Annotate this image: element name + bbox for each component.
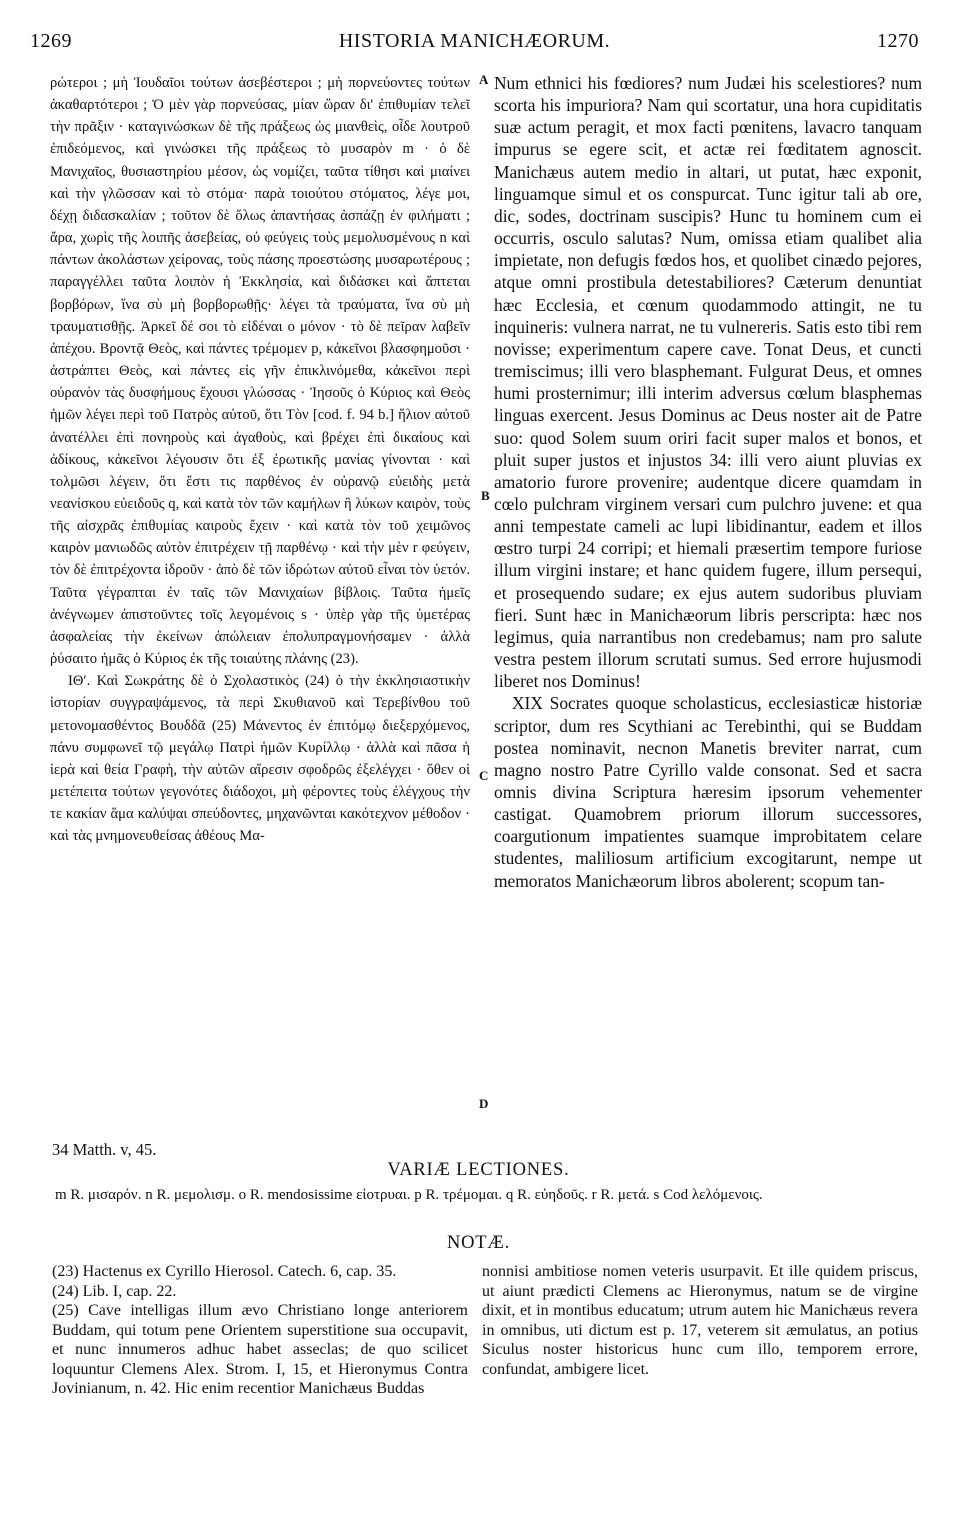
variae-lectiones-text: m R. μισαρόν. n R. μεμολισμ. o R. mendosissime εἰοτρυαι. p R. τρέμομαι. q R. εὐηδοῦς. r R. μετά. s Cod λελόμενοις. — [55, 1187, 763, 1203]
note-item: (25) Cave intelligas illum ævo Christiano longe anteriorem Buddam, qui totum pene Orientem superstitione sua occupavit, et nunc innumeros adhuc habet asseclas; de quo scilicet loquuntur Clemens Alex. Strom. I, 15, et Hieronymus Contra Jovinianum, n. 42. Hic enim recentior Manichæus Buddas — [52, 1302, 468, 1397]
latin-paragraph: Num ethnici his fœdiores? num Judæi his scelestiores? num scorta his impuriora? Nam qui scortatur, una hora cupiditatis suæ actum peragit, et mox facti pœnitens, lavacro tanquam impurus se egere scit, et actæ rei fœditatem agnoscit. Manichæus autem medio in altari, ut putat, hæc exponit, linguamque simul et os conspurcat. Tunc igitur tali ab ore, dic, sodes, doctrinam suscipis? Hunc tu hominem cum ei occurris, osculo salutas? Num, omissa etiam qualibet alia impietate, non defugis fœdos hos, et quolibet cinædo pejores, atque omni prostibula detestabiliores? Cæterum denuntiat hæc Ecclesia, et cœnum quodammodo attingit, ne tu inquineris: vulnera narrat, ne tu vulnereris. Satis esto tibi rem novisse; experimentum capere cave. Tonat Deus, et cuncti tremiscimus; illi vero blasphemant. Fulgurat Deus, et omnes humi prosternimur; illi interim adversus cœlum blasphemas linguas exercent. Jesus Dominus ac Deus noster ait de Patre suo: quod Solem suum oriri facit super malos et bonos, et pluit super justos et injustos 34: illi vero aiunt pluvias ex amatorio furore provenire; audentque dicere quamdam in cœlo pulchram virginem versari cum pulchro juvene: et qua anni tempestate cameli ac lupi libidinantur, eadem et illos œstro turpi 24 corripi; et hiemali præsertim tempore furiose illum virgini instare; et hanc quidem fugere, illum persequi, et prosequendo sudare; ex ejus autem sudoribus pluviam fieri. Sunt hæc in Manichæorum libris perscripta: hæc nos legimus, quia narrantibus non credebamus; nam pro salute vestra pestem illorum scrutati sumus. Sed errore hujusmodi liberet nos Dominus! — [494, 73, 922, 692]
margin-mark: D — [479, 1096, 489, 1111]
page-header — [30, 30, 919, 62]
notae-title: NOTÆ. — [446, 1233, 511, 1253]
greek-paragraph: ρώτεροι ; μὴ Ἰουδαῖοι τούτων ἀσεβέστεροι ; μὴ πορνεύοντες τούτων ἀκαθαρτότεροι ; Ὁ μὲν γὰρ πορνεύσας, μίαν ὥραν δι' ἐπιθυμίαν τελεῖ τὴν πρᾶξιν · καταγινώσκων δὲ τῆς πράξεως ὡς μιανθεὶς, οἶδε λουτροῦ ἐπιδεόμενος, καὶ γινώσκει τῆς πράξεως τὸ μυσαρὸν m · ὁ δὲ Μανιχαῖος, θυσιαστηρίου μέσον, ὡς νομίζει, ταῦτα τίθησι καὶ μιαίνει καὶ τὴν γλῶσσαν καὶ τὸ στόμα· παρὰ τοιούτου στόματος, λέγε μοι, δέχῃ διδασκαλίαν ; τοῦτον δὲ ὅλως ἀπαντήσας ἀσπάζῃ ἐν φιλήματι ; ἄρα, χωρὶς τῆς λοιπῆς ἀσεβείας, οὐ φεύγεις τοὺς μεμολυσμένους n καὶ πάντων ἀκολάστων χείρονας, τοὺς πάσης προεστώσης μυσαρωτέρους ; παραγγέλλει ταῦτα λοιπὸν ἡ Ἐκκλησία, καὶ διδάσκει καὶ ἅπτεται βορβόρων, ἵνα σὺ μὴ βορβορωθῇς· λέγει τὰ τραύματα, ἵνα σὺ μὴ τραυματισθῇς. Ἀρκεῖ δέ σοι τὸ εἰδέναι o μόνον · τὸ δὲ πεῖραν λαβεῖν ἀπέχου. Βροντᾷ Θεὸς, καὶ πάντες τρέμομεν p, κἀκεῖνοι βλασφημοῦσι · ἀστράπτει Θεὸς, καὶ πάντες εἰς γῆν ἐπικλινόμεθα, κἀκεῖνοι περὶ οὐρανὸν τὰς δυσφήμους ἔχουσι γλώσσας · Ἰησοῦς ὁ Κύριος καὶ Θεὸς ἡμῶν λέγει περὶ τοῦ Πατρὸς αὐτοῦ, ὅτι Τὸν [cod. f. 94 b.] ἥλιον αὐτοῦ ἀνατέλλει ἐπὶ πονηροὺς καὶ ἀγαθοὺς, καὶ βρέχει ἐπὶ δικαίους καὶ ἀδίκους, κἀκεῖνοι λέγουσιν ὅτι ἐξ ἐρωτικῆς μανίας γίνονται · καὶ τολμῶσι λέγειν, ὅτι ἔστι τις παρθένος ἐν οὐρανῷ εὐειδὴς μετὰ νεανίσκου εὐειδοῦς q, καὶ κατὰ τὸν τῶν καμήλων ἢ λύκων καιρὸν, τοὺς τῆς αἰσχρᾶς ἐπιθυμίας καιροὺς ἔχειν · καὶ κατὰ τὸν τοῦ χειμῶνος καιρὸν μανιωδῶς αὐτὸν ἐπιτρέχειν τῇ παρθένῳ · καὶ τὴν μὲν r φεύγειν, τὸν δὲ ἐπιτρέχοντα ἱδροῦν · ἀπὸ δὲ τῶν ἱδρώτων αὐτοῦ εἶναι τὸν ὑετόν. Ταῦτα γέγραπται ἐν ταῖς τῶν Μανιχαίων βίβλοις. Ταῦτα ἡμεῖς ἀνέγνωμεν ἀπιστοῦντες τοῖς λεγομένοις s · ὑπὲρ γὰρ τῆς ὑμετέρας ἀσφαλείας τὴν ἐκείνων ἀπώλειαν ἐπολυπραγμονήσαμεν · ἀλλὰ ῥύσαιτο ἡμᾶς ὁ Κύριος ἐκ τῆς τοιαύτης πλάνης (23). — [50, 75, 470, 668]
note-item: nonnisi ambitiose nomen veteris usurpavit. Et ille quidem priscus, ut aiunt prædicti Clemens ac Hieronymus, natum se de virgine dixit, et in montibus educatum; utrum autem hic Manichæus revera in omnibus, uti dictum est p. 17, veterem sit æmulatus, an potius Siculus noster historicus hunc cum illo, temporem errore, confundat, ambigere licet. — [482, 1263, 918, 1378]
latin-paragraph: XIX Socrates quoque scholasticus, ecclesiasticæ historiæ scriptor, dum res Scythiani ac Terebinthi, qui se Buddam postea nominavit, necnon Manetis breviter narrat, cum magno nostro Patre Cyrillo valde consonat. Sed et sacra omnis divina Scriptura hæresim ipsorum vehementer castigat. Quamobrem priorum illorum successores, coargutionum impatientes suamque improbitatem celare studentes, maliliosum artificium excogitarunt, nempe ut memoratos Manichæorum libros abolerent; scopum tan- — [494, 693, 922, 891]
note-item: (24) Lib. I, cap. 22. — [52, 1282, 177, 1300]
latin-column — [494, 72, 922, 892]
margin-mark: C — [479, 768, 489, 783]
scripture-footnote: 34 Matth. v, 45. — [52, 1140, 157, 1159]
margin-mark: B — [481, 488, 490, 503]
greek-paragraph: ΙΘʹ. Καὶ Σωκράτης δὲ ὁ Σχολαστικὸς (24) ὁ τὴν ἐκκλησιαστικὴν ἱστορίαν συγγραψάμενος, τὰ περὶ Σκυθιανοῦ καὶ Τερεβίνθου τοῦ μετονομασθέντος Βουδδᾶ (25) Μάνεντος ἐν ἐπιτόμῳ διεξερχόμενος, πάνυ συμφωνεῖ τῷ μεγάλῳ Πατρὶ ἡμῶν Κυρίλλῳ · ἀλλὰ καὶ πᾶσα ἡ ἱερὰ καὶ θεία Γραφὴ, τὴν αὐτῶν αἵρεσιν σφοδρῶς ἐξελέγχει · ὅθεν οἱ μετέπειτα τούτων γεγονότες διάδοχοι, μὴ φέροντες τοὺς ἐλέγχους τὴν τε κακίαν ἅμα καλύψαι σπεύδοντες, μηχανῶνται κακότεχνον μέθοδον · καὶ τὰς μνημονευθείσας ἀθέους Μα- — [50, 673, 470, 845]
page-number-left: 1269 — [30, 30, 72, 52]
page-number-right: 1270 — [877, 30, 919, 52]
greek-column — [50, 72, 470, 847]
margin-mark: A — [479, 72, 489, 87]
note-item: (23) Hactenus ex Cyrillo Hierosol. Catech. 6, cap. 35. — [52, 1263, 397, 1280]
notes-left-column — [52, 1262, 468, 1399]
notes-right-column — [482, 1262, 918, 1379]
running-title: HISTORIA MANICHÆORUM. — [338, 30, 611, 52]
variae-lectiones-title: VARIÆ LECTIONES. — [387, 1160, 570, 1180]
